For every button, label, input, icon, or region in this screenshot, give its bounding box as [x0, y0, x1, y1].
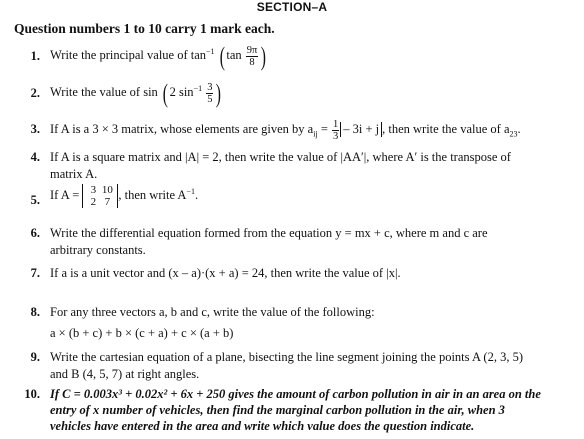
question-number: 6. — [30, 226, 40, 240]
question-number: 3. — [30, 122, 40, 136]
fraction: $\frac{9\pi}{8}$ — [246, 45, 258, 68]
fraction: $\frac{3}{5}$ — [207, 82, 213, 105]
question-number: 2. — [30, 86, 40, 100]
question-text: For any three vectors a, b and c, write the value of the following: — [50, 305, 375, 319]
question-text: Write the principal value of $\tan^{-1}$ ( tan $\frac{9\pi}{8}$ ) — [50, 41, 267, 71]
question-text: If A is a 3 × 3 matrix, whose elements are given by $a_{ij}$ = $\frac{1}{3}$ – 3i + j , then write the value of $a_{23}$. — [50, 119, 521, 142]
section-title: SECTION–A — [256, 0, 328, 14]
question-text: arbitrary constants. — [50, 243, 146, 257]
question-text: vehicles have entered in the area and write which value does the question indicate. — [50, 419, 475, 433]
question-text: entry of x number of vehicles, then find the marginal carbon pollution in the air, when 3 — [50, 403, 505, 417]
question-text: matrix A. — [50, 167, 98, 181]
question-text: and B (4, 5, 7) at right angles. — [50, 367, 200, 381]
question-text: If A is a square matrix and |A| = 2, then write the value of |AA′|, where A′ is the transpose of — [50, 150, 511, 164]
instruction: Question numbers 1 to 10 carry 1 mark each. — [14, 21, 275, 36]
question-text: Write the differential equation formed from the equation y = mx + c, where m and c are — [50, 226, 488, 240]
question-text: If a is a unit vector and (x – a)·(x + a) = 24, then write the value of |x|. — [50, 266, 401, 280]
question-text: If A = 3 10 2 7 , then write $A^{-1}$. — [50, 184, 199, 208]
question-number: 5. — [30, 193, 40, 207]
question-number: 4. — [30, 150, 40, 164]
question-text: Write the cartesian equation of a plane, bisecting the line segment joining the points A (2, 3, 5) — [50, 350, 523, 364]
matrix: 3 10 2 7 — [82, 184, 118, 208]
question-number: 8. — [30, 305, 40, 319]
question-number: 9. — [30, 350, 40, 364]
fraction: $\frac{1}{3}$ — [333, 119, 339, 142]
question-number: 7. — [30, 266, 40, 280]
vector-expression: a × (b + c) + b × (c + a) + c × (a + b) — [50, 326, 234, 340]
question-number: 10. — [24, 387, 40, 401]
question-number: 1. — [30, 49, 40, 63]
question-text: Write the value of sin ( 2 $\sin^{-1}$ $\frac{3}{5}$ ) — [50, 78, 222, 108]
question-text: If C = 0.003x³ + 0.02x² + 6x + 250 gives the amount of carbon pollution in air in an area on the — [50, 387, 541, 401]
